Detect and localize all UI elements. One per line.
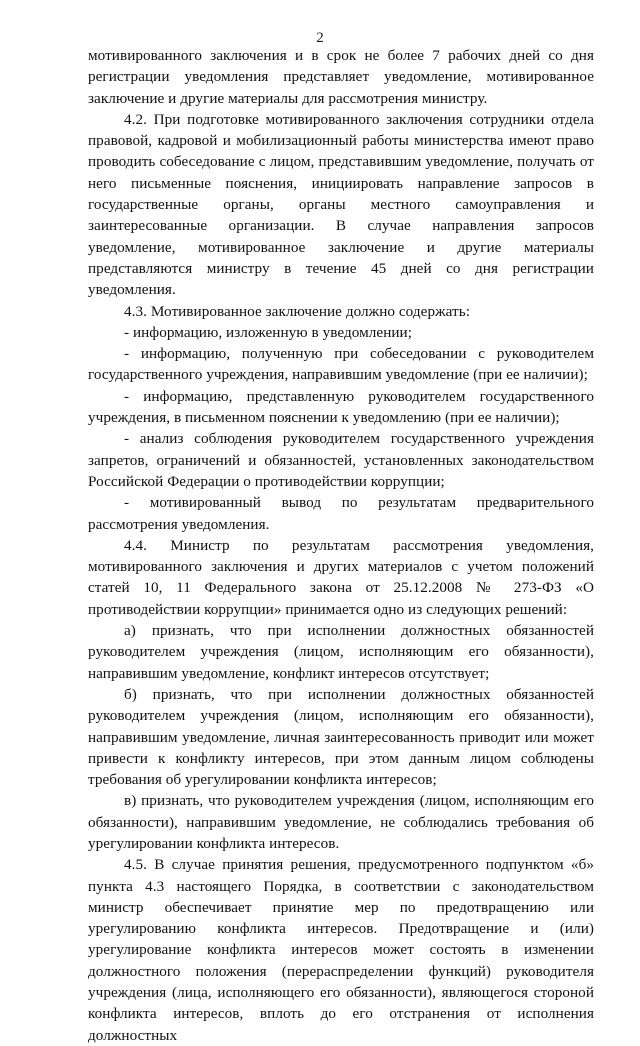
document-body [88,45,594,1046]
list-item-analysis: - анализ соблюдения руководителем государственного учреждения запретов, ограничений и обязанностей, установленных законодательством Российской Федерации о противодействии коррупции; [88,430,594,490]
paragraph-4-2: 4.2. При подготовке мотивированного заключения сотрудники отдела правовой, кадровой и мобилизационный работы министерства имеют право проводить собеседование с лицом, представившим уведомление, получать от него письменные пояснения, инициировать направление запросов в государственные органы, органы местного самоуправления и заинтересованные организации. В случае направления запросов уведомление, мотивированное заключение и другие материалы представляются министру в течение 45 дней со дня регистрации уведомления. [88,110,594,299]
paragraph-4-4: 4.4. Министр по результатам рассмотрения уведомления, мотивированного заключения и других материалов с учетом положений статей 10, 11 Федерального закона от 25.12.2008 № 273-ФЗ «О противодействии коррупции» принимается одно из следующих решений: [88,536,594,618]
paragraph-4-3: 4.3. Мотивированное заключение должно содержать: [124,302,470,320]
paragraph-4-5: 4.5. В случае принятия решения, предусмотренного подпунктом «б» пункта 4.3 настоящего Порядка, в соответствии с законодательством министр обеспечивает принятие мер по предотвращению или урегулированию конфликта интересов. Предотвращение и (или) урегулирование конфликта интересов может состоять в изменении должностного положения (перераспределении функций) руководителя учреждения (лица, исполняющего его обязанности), являющегося стороной конфликта интересов, вплоть до его отстранения от исполнения должностных [88,856,594,1044]
decision-c: в) признать, что руководителем учреждения (лицом, исполняющим его обязанности), направившим уведомление, не соблюдались требования об урегулировании конфликта интересов. [88,792,594,852]
decision-b: б) признать, что при исполнении должностных обязанностей руководителем учреждения (лицом, исполняющим его обязанности), направившим уведомление, личная заинтересованность приводит или может привести к конфликту интересов, при этом данным лицом соблюдены требования об урегулировании конфликта интересов; [88,685,594,789]
list-item-conclusion: - мотивированный вывод по результатам предварительного рассмотрения уведомления. [88,494,594,533]
list-item-info-explanation: - информацию, представленную руководителем государственного учреждения, в письменном пояснении к уведомлению (при ее наличии); [88,387,594,427]
list-item-info-notice: - информацию, изложенную в уведомлении; [124,323,412,341]
page-number: 2 [316,30,324,46]
paragraph-continuation: мотивированного заключения и в срок не более 7 рабочих дней со дня регистрации уведомления представляет уведомление, мотивированное заключение и другие материалы для рассмотрения министру. [88,47,594,107]
list-item-info-interview: - информацию, полученную при собеседовании с руководителем государственного учреждения, направившим уведомление (при ее наличии); [88,345,594,384]
decision-a: а) признать, что при исполнении должностных обязанностей руководителем учреждения (лицом, исполняющим его обязанности), направившим уведомление, конфликт интересов отсутствует; [88,622,594,682]
